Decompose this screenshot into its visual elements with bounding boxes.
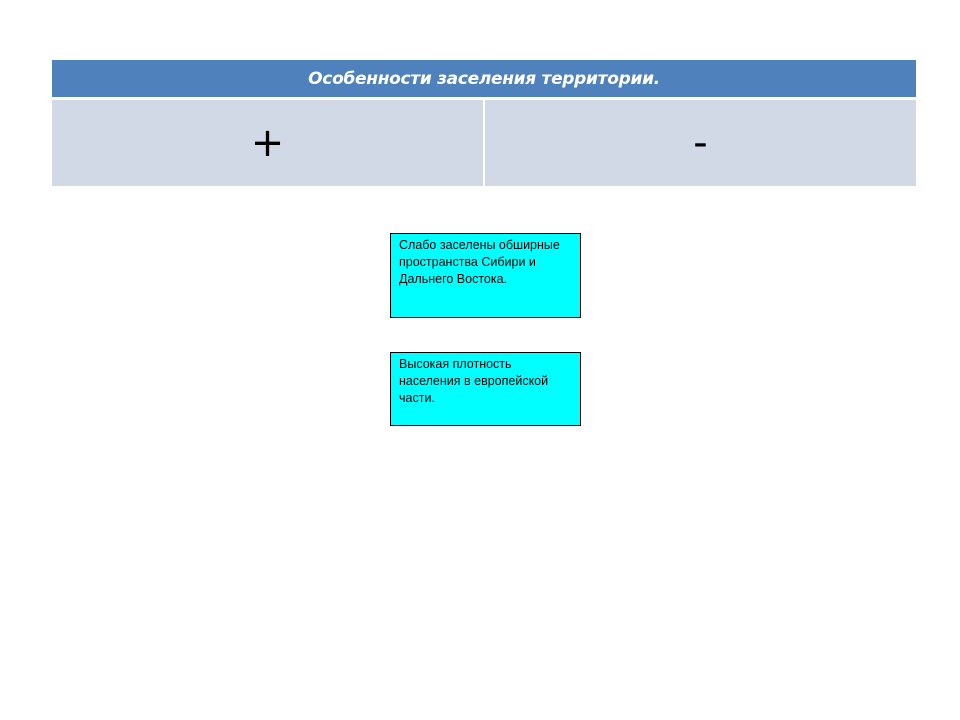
plus-cell: +	[52, 100, 485, 186]
table-row	[52, 100, 916, 186]
table-title: Особенности заселения территории.	[52, 60, 916, 100]
note-high-density[interactable]: Высокая плотность населения в европейской части.	[390, 352, 581, 426]
features-table	[52, 60, 916, 186]
minus-cell: -	[485, 100, 916, 186]
note-sparse-population[interactable]: Слабо заселены обширные пространства Сибири и Дальнего Востока.	[390, 233, 581, 318]
